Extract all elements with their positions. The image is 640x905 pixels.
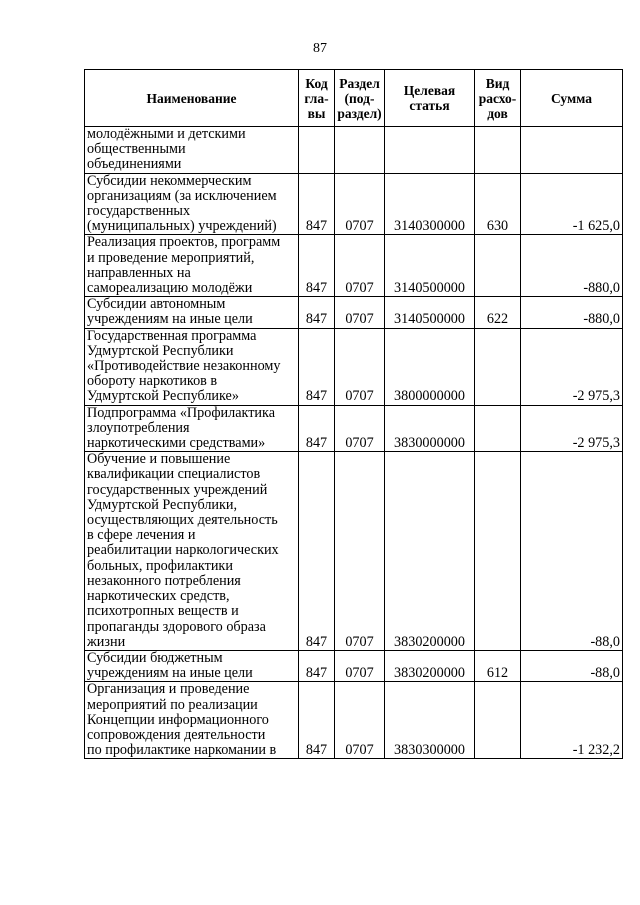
row-sum-cell: -880,0 [521, 297, 623, 328]
table-row [85, 127, 623, 174]
header-section: Раздел (под- раздел) [335, 70, 385, 127]
row-section-cell: 0707 [335, 328, 385, 405]
row-sum-cell: -2 975,3 [521, 405, 623, 452]
row-name-cell: Подпрограмма «Профилактика злоупотребления наркотическими средствами» [85, 405, 299, 452]
row-chapter-code-cell: 847 [299, 173, 335, 235]
table-row [85, 297, 623, 328]
header-target-item: Целевая статья [385, 70, 475, 127]
row-target-item-cell: 3800000000 [385, 328, 475, 405]
row-section-cell: 0707 [335, 173, 385, 235]
row-chapter-code-cell: 847 [299, 650, 335, 681]
row-expense-kind-cell: 630 [475, 173, 521, 235]
row-chapter-code-cell: 847 [299, 405, 335, 452]
row-expense-kind-cell [475, 328, 521, 405]
row-section-cell [335, 127, 385, 174]
page-number: 87 [313, 41, 327, 56]
row-target-item-cell [385, 127, 475, 174]
row-name-cell: Организация и проведение мероприятий по реализации Концепции информационного сопровождения деятельности по профилактике наркомании в [85, 682, 299, 759]
row-expense-kind-cell [475, 127, 521, 174]
row-expense-kind-cell: 622 [475, 297, 521, 328]
row-sum-cell: -2 975,3 [521, 328, 623, 405]
row-expense-kind-cell [475, 235, 521, 297]
row-target-item-cell: 3830200000 [385, 452, 475, 651]
table-header-row [85, 70, 623, 127]
table-row [85, 682, 623, 759]
row-chapter-code-cell: 847 [299, 452, 335, 651]
table-row [85, 173, 623, 235]
table-row [85, 650, 623, 681]
row-name-cell: Государственная программа Удмуртской Республики «Противодействие незаконному обороту наркотиков в Удмуртской Республике» [85, 328, 299, 405]
row-target-item-cell: 3830300000 [385, 682, 475, 759]
row-sum-cell: -880,0 [521, 235, 623, 297]
row-chapter-code-cell: 847 [299, 328, 335, 405]
row-sum-cell: -1 625,0 [521, 173, 623, 235]
row-name-cell: Субсидии бюджетным учреждениям на иные цели [85, 650, 299, 681]
header-sum: Сумма [521, 70, 623, 127]
budget-table [84, 69, 623, 759]
table-row [85, 235, 623, 297]
row-name-cell: Обучение и повышение квалификации специалистов государственных учреждений Удмуртской Республики, осуществляющих деятельность в сфере лечения и реабилитации наркологических больных, профилактики незаконного потребления наркотических средств, психотропных веществ и пропаганды здорового образа жизни [85, 452, 299, 651]
table-row [85, 452, 623, 651]
row-chapter-code-cell [299, 127, 335, 174]
header-chapter-code: Код гла- вы [299, 70, 335, 127]
row-expense-kind-cell [475, 452, 521, 651]
table-row [85, 405, 623, 452]
row-sum-cell: -88,0 [521, 650, 623, 681]
row-target-item-cell: 3830200000 [385, 650, 475, 681]
row-target-item-cell: 3140300000 [385, 173, 475, 235]
row-name-cell: Субсидии автономным учреждениям на иные цели [85, 297, 299, 328]
row-name-cell: молодёжными и детскими общественными объединениями [85, 127, 299, 174]
row-sum-cell [521, 127, 623, 174]
row-expense-kind-cell [475, 682, 521, 759]
row-target-item-cell: 3830000000 [385, 405, 475, 452]
row-chapter-code-cell: 847 [299, 297, 335, 328]
row-section-cell: 0707 [335, 682, 385, 759]
row-chapter-code-cell: 847 [299, 235, 335, 297]
row-expense-kind-cell [475, 405, 521, 452]
table-row [85, 328, 623, 405]
row-expense-kind-cell: 612 [475, 650, 521, 681]
header-name: Наименование [85, 70, 299, 127]
row-sum-cell: -88,0 [521, 452, 623, 651]
row-target-item-cell: 3140500000 [385, 235, 475, 297]
header-expense-kind: Вид расхо- дов [475, 70, 521, 127]
row-section-cell: 0707 [335, 235, 385, 297]
row-section-cell: 0707 [335, 452, 385, 651]
row-section-cell: 0707 [335, 650, 385, 681]
row-name-cell: Реализация проектов, программ и проведение мероприятий, направленных на самореализацию молодёжи [85, 235, 299, 297]
row-chapter-code-cell: 847 [299, 682, 335, 759]
row-target-item-cell: 3140500000 [385, 297, 475, 328]
row-section-cell: 0707 [335, 297, 385, 328]
row-name-cell: Субсидии некоммерческим организациям (за исключением государственных (муниципальных) учреждений) [85, 173, 299, 235]
row-sum-cell: -1 232,2 [521, 682, 623, 759]
row-section-cell: 0707 [335, 405, 385, 452]
